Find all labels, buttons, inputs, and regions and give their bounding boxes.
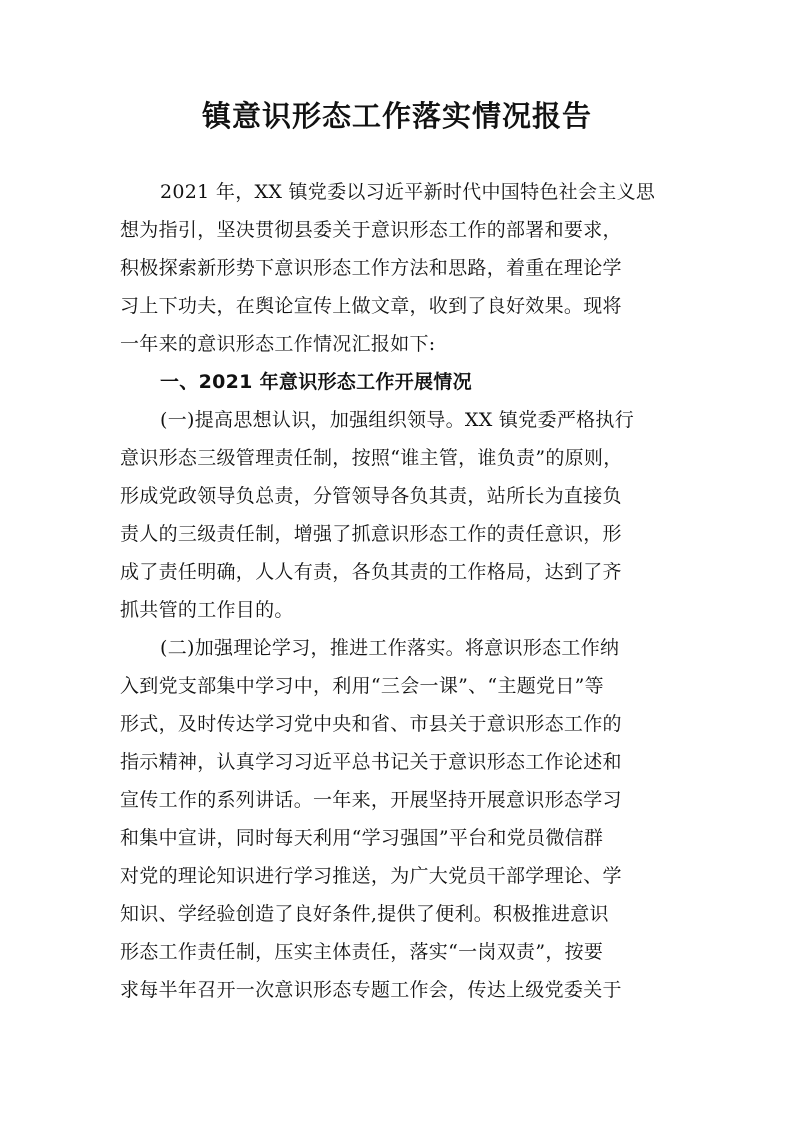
paragraph-line: 抓共管的工作目的。 <box>120 599 294 621</box>
paragraph-line: 形式，及时传达学习党中央和省、市县关于意识形态工作的 <box>120 713 622 735</box>
paragraph-line: 想为指引，坚决贯彻县委关于意识形态工作的部署和要求， <box>120 219 622 241</box>
document-title: 镇意识形态工作落实情况报告 <box>201 99 592 133</box>
paragraph-line: 宣传工作的系列讲话。一年来，开展坚持开展意识形态学习 <box>120 789 622 811</box>
paragraph-line: 和集中宣讲，同时每天利用“学习强国”平台和党员微信群 <box>120 827 604 849</box>
section-heading: 一、2021 年意识形态工作开展情况 <box>160 371 472 393</box>
paragraph-line: 责人的三级责任制，增强了抓意识形态工作的责任意识，形 <box>120 523 622 545</box>
paragraph-line: 形态工作责任制，压实主体责任，落实“一岗双责”，按要 <box>120 941 604 963</box>
paragraph-line: 求每半年召开一次意识形态专题工作会，传达上级党委关于 <box>120 979 622 1001</box>
paragraph-line: 知识、学经验创造了良好条件,提供了便利。积极推进意识 <box>120 903 609 925</box>
paragraph-line: 指示精神，认真学习习近平总书记关于意识形态工作论述和 <box>120 751 622 773</box>
paragraph-line: 积极探索新形势下意识形态工作方法和思路，着重在理论学 <box>120 257 622 279</box>
paragraph-line: (二)加强理论学习，推进工作落实。将意识形态工作纳 <box>160 637 620 659</box>
paragraph-line: 一年来的意识形态工作情况汇报如下: <box>120 333 436 355</box>
paragraph-line: 形成党政领导负总责，分管领导各负其责，站所长为直接负 <box>120 485 622 507</box>
paragraph-line: 2021 年，XX 镇党委以习近平新时代中国特色社会主义思 <box>160 181 656 203</box>
paragraph-line: 入到党支部集中学习中，利用“三会一课”、“主题党日”等 <box>120 675 604 697</box>
paragraph-line: (一)提高思想认识，加强组织领导。XX 镇党委严格执行 <box>160 409 635 431</box>
paragraph-line: 成了责任明确，人人有责，各负其责的工作格局，达到了齐 <box>120 561 622 583</box>
paragraph-line: 意识形态三级管理责任制，按照“谁主管，谁负责”的原则， <box>120 447 623 469</box>
paragraph-line: 习上下功夫，在舆论宣传上做文章，收到了良好效果。现将 <box>120 295 622 317</box>
paragraph-line: 对党的理论知识进行学习推送，为广大党员干部学理论、学 <box>120 865 622 887</box>
